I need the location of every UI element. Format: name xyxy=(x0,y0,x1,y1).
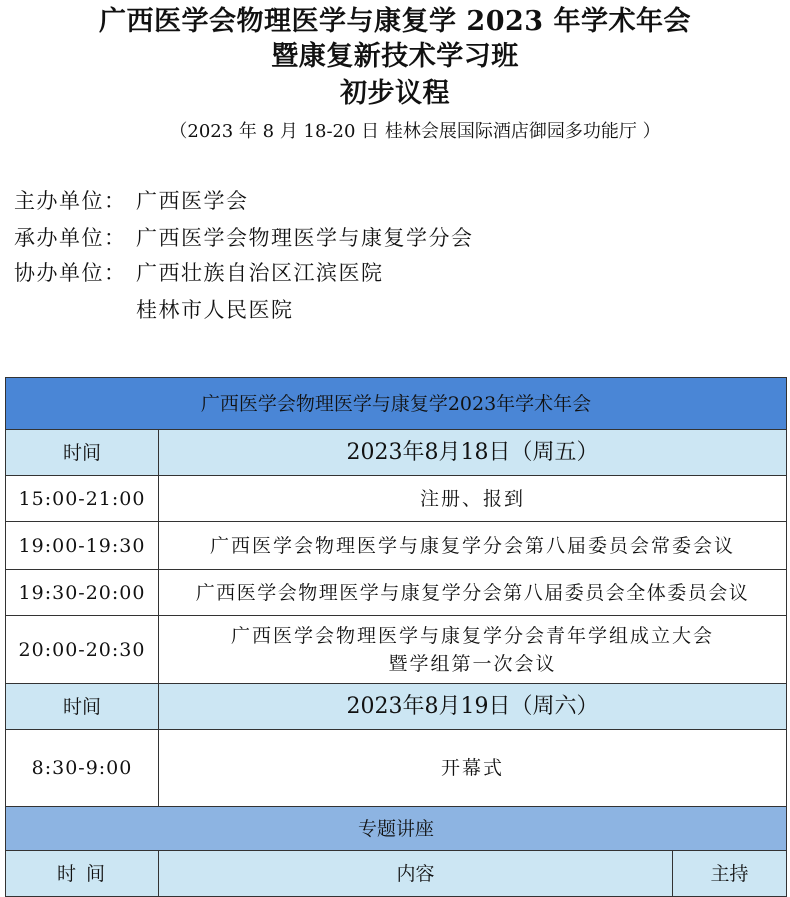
table-row xyxy=(6,522,787,570)
column-content: 内容 xyxy=(159,851,673,897)
session-time: 15:00-21:00 xyxy=(6,476,159,522)
session-event: 广西医学会物理医学与康复学分会第八届委员会常委会议 xyxy=(159,522,787,570)
host-unit xyxy=(14,187,249,215)
table-row xyxy=(6,616,787,684)
day-header-row xyxy=(6,684,787,730)
time-header: 时间 xyxy=(6,684,159,730)
session-time: 20:00-20:30 xyxy=(6,616,159,684)
day-header-row xyxy=(6,430,787,476)
organizer-unit-label: 承办单位： xyxy=(14,226,127,250)
co-organizer-2: 桂林市人民医院 xyxy=(136,298,294,322)
organizer-unit xyxy=(14,224,474,252)
title-line-1: 广西医学会物理医学与康复学 2023 年学术年会 xyxy=(99,6,691,37)
co-organizer-unit-2 xyxy=(14,296,294,324)
co-organizer-1: 广西壮族自治区江滨医院 xyxy=(136,261,384,285)
table-row xyxy=(6,570,787,616)
session-event: 开幕式 xyxy=(159,730,787,807)
co-organizer-unit xyxy=(14,259,384,287)
table-row xyxy=(6,730,787,807)
agenda-banner: 广西医学会物理医学与康复学2023年学术年会 xyxy=(6,378,787,430)
section-row xyxy=(6,807,787,851)
title-line-3: 初步议程 xyxy=(340,78,450,109)
day-date: 2023年8月18日（周五） xyxy=(159,430,787,476)
agenda-table xyxy=(5,377,787,897)
session-event-line-1: 广西医学会物理医学与康复学分会青年学组成立大会 xyxy=(231,624,715,647)
column-time: 时 间 xyxy=(6,851,159,897)
host-unit-value: 广西医学会 xyxy=(136,189,249,213)
co-organizer-unit-label: 协办单位： xyxy=(14,261,127,285)
session-time: 8:30-9:00 xyxy=(6,730,159,807)
session-time: 19:00-19:30 xyxy=(6,522,159,570)
table-row xyxy=(6,476,787,522)
organizer-unit-value: 广西医学会物理医学与康复学分会 xyxy=(136,226,474,250)
session-event xyxy=(159,616,787,684)
date-venue: （2023 年 8 月 18-20 日 桂林会展国际酒店御园多功能厅 ） xyxy=(169,121,661,142)
time-header: 时间 xyxy=(6,430,159,476)
title-line-2: 暨康复新技术学习班 xyxy=(271,41,519,72)
session-event-line-2: 暨学组第一次会议 xyxy=(388,652,557,675)
session-time: 19:30-20:00 xyxy=(6,570,159,616)
session-event: 广西医学会物理医学与康复学分会第八届委员会全体委员会议 xyxy=(159,570,787,616)
section-title: 专题讲座 xyxy=(6,807,787,851)
session-event: 注册、报到 xyxy=(159,476,787,522)
day-date: 2023年8月19日（周六） xyxy=(159,684,787,730)
agenda-banner-row xyxy=(6,378,787,430)
columns-header-row xyxy=(6,851,787,897)
host-unit-label: 主办单位： xyxy=(14,189,127,213)
column-host: 主持 xyxy=(673,851,787,897)
